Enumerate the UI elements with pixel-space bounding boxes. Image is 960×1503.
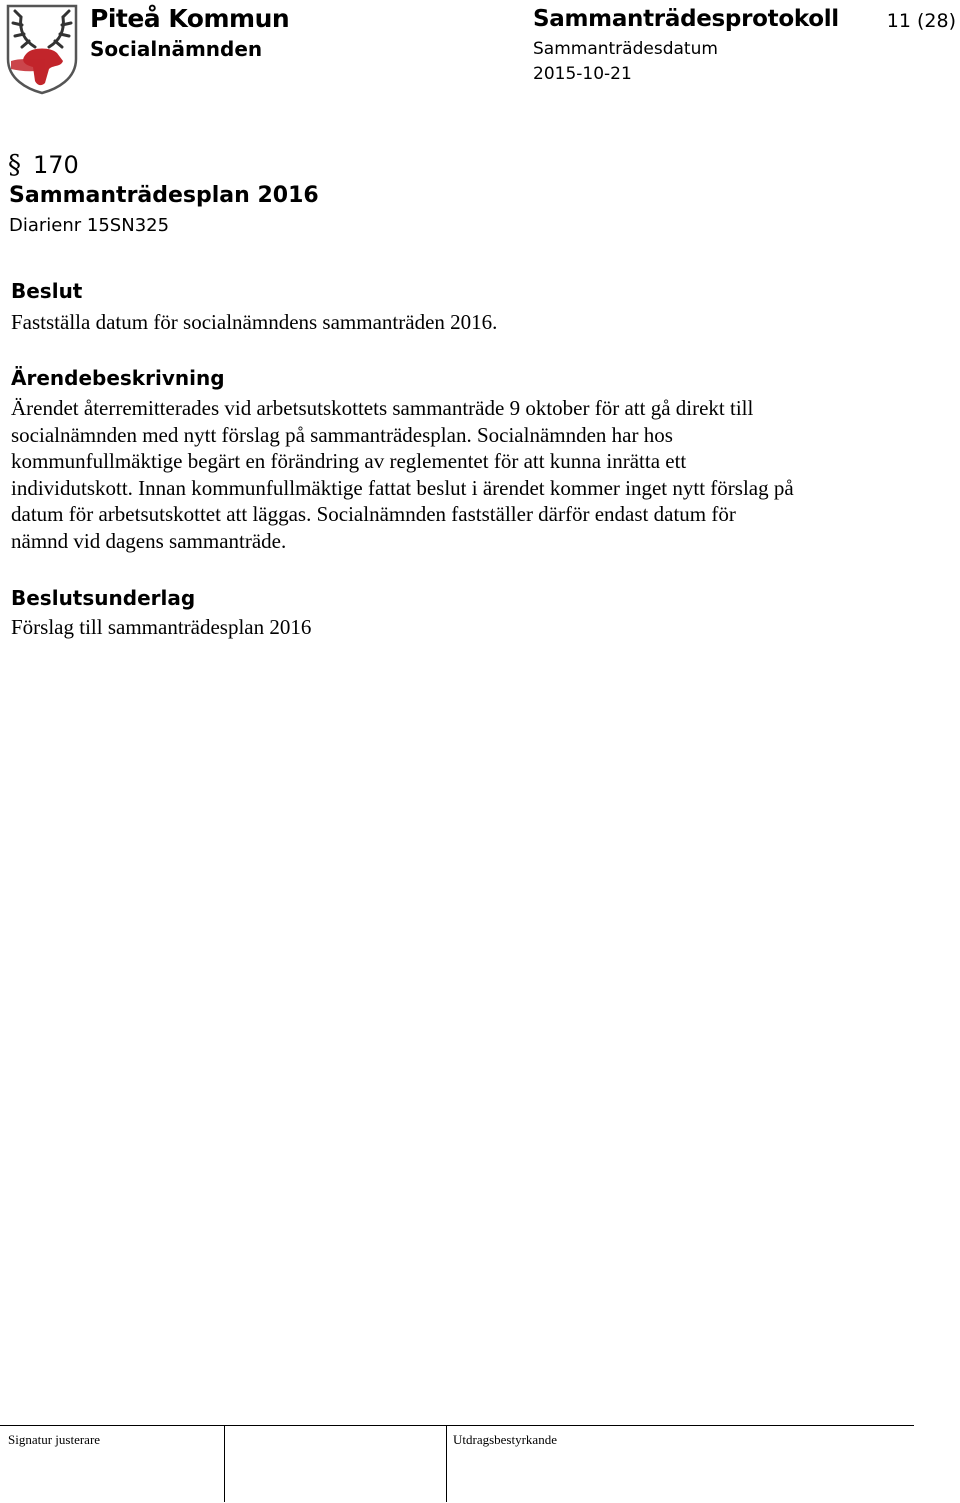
organization-name: Piteå Kommun [90, 4, 290, 33]
case-description-line: socialnämnden med nytt förslag på sammanträdesplan. Socialnämnden har hos [11, 422, 673, 447]
signature-label: Signatur justerare [8, 1432, 101, 1447]
meeting-date-label: Sammanträdesdatum [533, 39, 718, 59]
decision-basis-heading: Beslutsunderlag [11, 586, 196, 610]
case-description-line: nämnd vid dagens sammanträde. [11, 528, 287, 553]
item-number: 170 [33, 151, 79, 179]
footer-column-divider [224, 1426, 225, 1502]
case-description-heading: Ärendebeskrivning [11, 366, 225, 390]
organization-unit: Socialnämnden [90, 37, 263, 61]
section-symbol: § [8, 150, 21, 180]
document-type: Sammanträdesprotokoll [533, 6, 839, 32]
decision-text: Fastställa datum för socialnämndens sammanträden 2016. [11, 310, 498, 334]
footer-divider [0, 1425, 914, 1426]
decision-heading: Beslut [11, 279, 83, 303]
case-description-line: kommunfullmäktige begärt en förändring av reglementet för att kunna inrätta ett [11, 449, 687, 473]
paragraph-number [8, 150, 79, 180]
case-description-line: individutskott. Innan kommunfullmäktige fattat beslut i ärendet kommer inget nytt förslag på [11, 475, 794, 500]
case-description-line: datum för arbetsutskottet att läggas. Socialnämnden fastställer därför endast datum för [11, 502, 736, 526]
case-description-text [11, 395, 794, 554]
extract-certification-label: Utdragsbestyrkande [453, 1432, 557, 1447]
reindeer-coat-of-arms-icon [5, 3, 79, 95]
meeting-date-value: 2015-10-21 [533, 64, 632, 84]
diary-number: Diarienr 15SN325 [9, 215, 170, 236]
footer-column-divider [446, 1426, 447, 1502]
decision-basis-text: Förslag till sammanträdesplan 2016 [11, 615, 312, 639]
page-number: 11 (28) [886, 10, 956, 32]
item-title: Sammanträdesplan 2016 [9, 183, 319, 208]
case-description-line: Ärendet återremitterades vid arbetsutskottets sammanträde 9 oktober för att gå direkt till [11, 396, 754, 420]
